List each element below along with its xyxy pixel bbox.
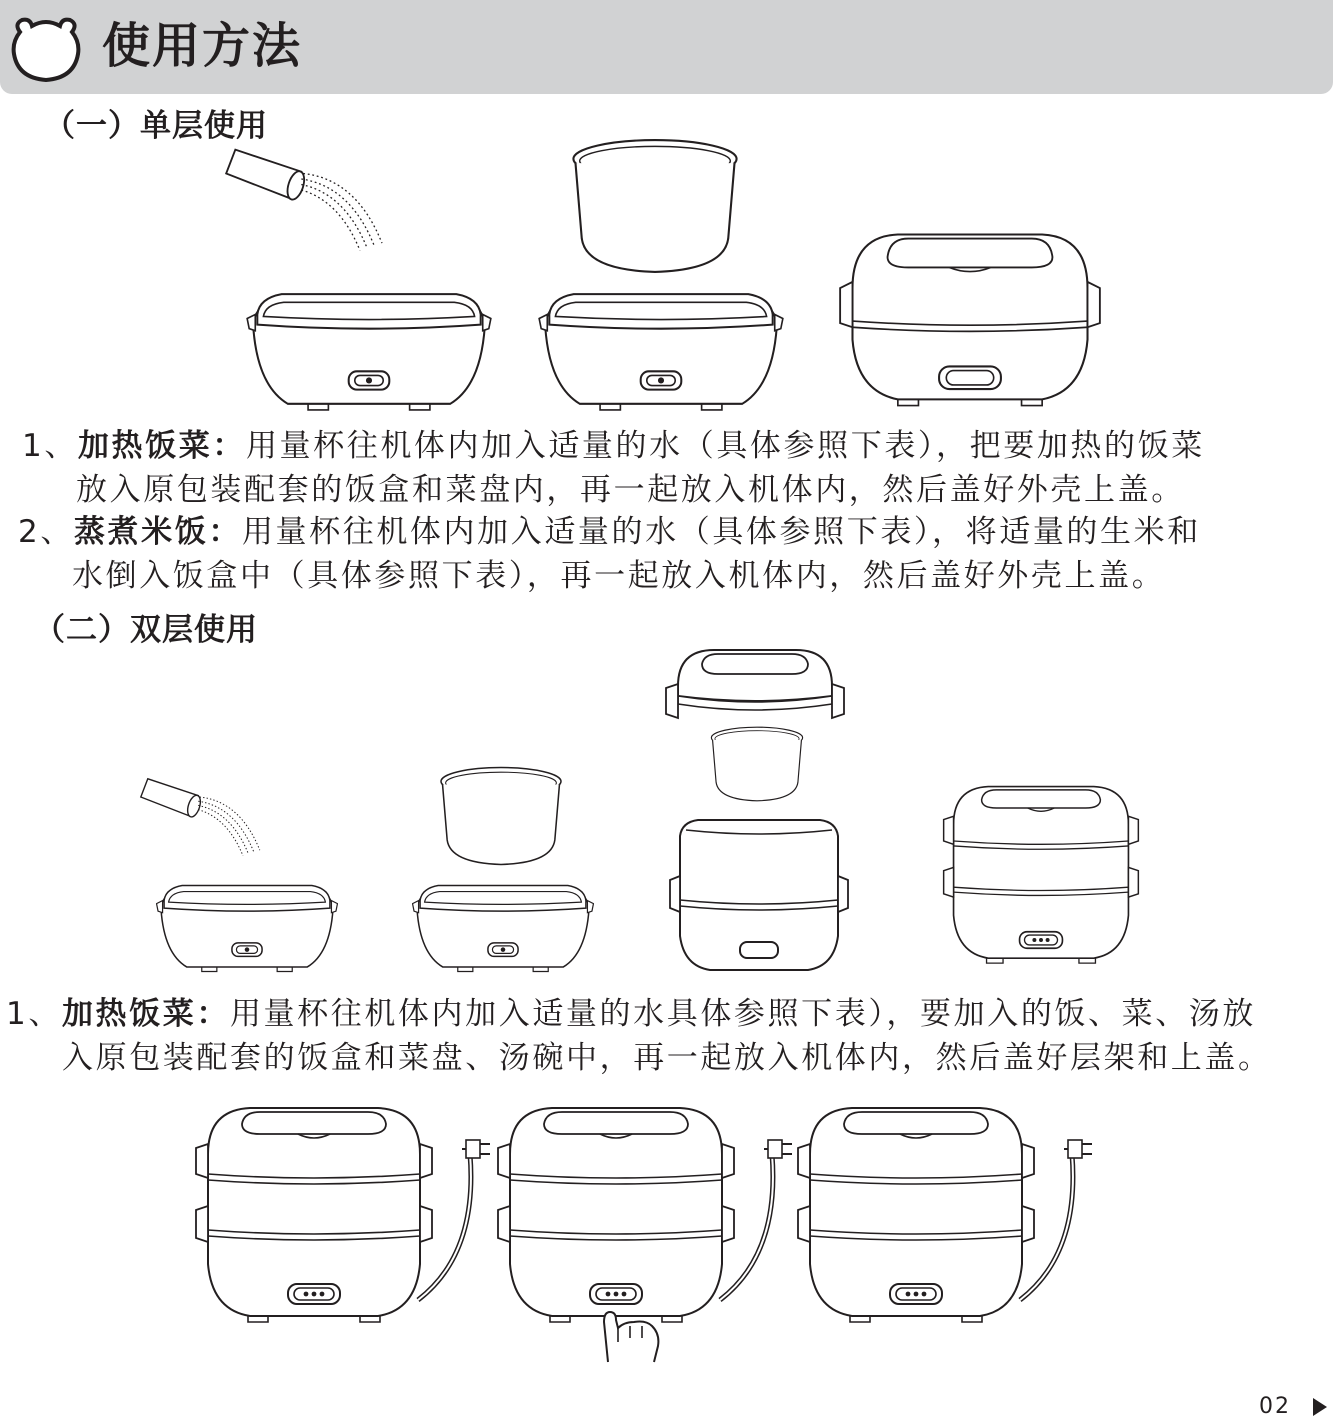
measuring-cup-icon [136,776,266,860]
power-plug-icon [762,1134,794,1164]
cooker-closed-icon [194,1094,434,1334]
page-number: 02 [1259,1394,1291,1419]
measuring-cup-icon [220,146,390,256]
cooker-base-icon [246,284,492,416]
inner-bowl-icon [568,138,742,274]
step-1-1 [22,424,1205,468]
next-page-icon[interactable] [1313,1398,1327,1416]
header-bar [0,0,1333,94]
step-label: 加热饭菜： [61,996,230,1032]
power-plug-icon [1062,1134,1094,1164]
bear-icon [10,12,82,84]
cooker-base-icon [412,878,594,976]
cooker-base-icon [538,284,784,416]
step-1-2 [18,510,1201,554]
step-label: 加热饭菜： [77,428,246,464]
cooker-lid-icon [664,646,846,722]
inner-bowl-icon [438,766,564,866]
step-number: 2、 [18,514,74,550]
step-text: 用量杯往机体内加入适量的水具体参照下表），要加入的饭、菜、汤放 [229,996,1257,1032]
step-1-2-line2: 水倒入饭盒中（具体参照下表），再一起放入机体内，然后盖好外壳上盖。 [72,558,1166,594]
step-label: 蒸煮米饭： [73,514,242,550]
cooker-closed-icon [796,1094,1036,1334]
step-number: 1、 [22,428,78,464]
cooker-stack-icon [668,816,850,976]
step-1-1-line2: 放入原包装配套的饭盒和菜盘内，再一起放入机体内，然后盖好外壳上盖。 [76,472,1185,508]
step-2-1-line2: 入原包装配套的饭盒和菜盘、汤碗中，再一起放入机体内，然后盖好层架和上盖。 [62,1040,1272,1076]
power-plug-icon [460,1134,492,1164]
page-title: 使用方法 [102,18,303,74]
inner-bowl-icon [686,726,828,802]
step-number: 1、 [6,996,62,1032]
step-text: 用量杯往机体内加入适量的水（具体参照下表），把要加热的饭菜 [245,428,1205,464]
cooker-base-icon [156,878,338,976]
step-2-1 [6,992,1256,1036]
cooker-closed-icon [942,772,1140,976]
step-text: 用量杯往机体内加入适量的水（具体参照下表），将适量的生米和 [241,514,1201,550]
hand-pointer-icon [594,1298,664,1364]
section-title-single: （一）单层使用 [44,108,268,144]
section-title-double: （二）双层使用 [34,612,258,648]
cooker-closed-icon [836,224,1104,414]
